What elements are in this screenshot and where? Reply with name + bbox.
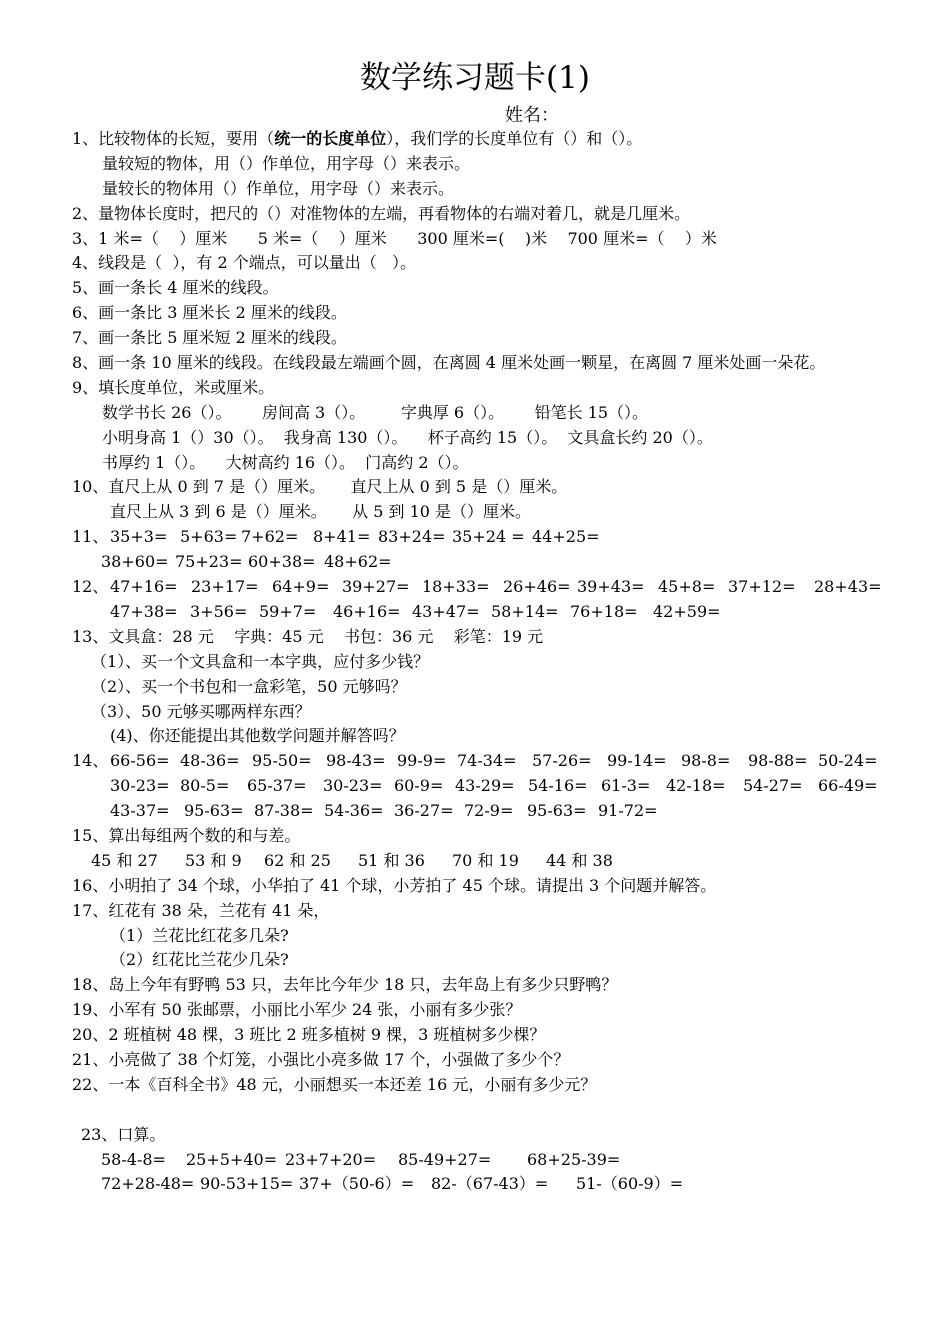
q9-line-2: 小明身高 1（）30（）。 我身高 130（）。 杯子高约 15（）。 文具盒长约 20（）。 bbox=[102, 427, 713, 447]
question-17: 17、红花有 38 朵，兰花有 41 朵， bbox=[72, 900, 330, 920]
number-pair: 45 和 27 bbox=[91, 850, 158, 870]
expression: 35+24 = bbox=[452, 527, 525, 547]
q1-post: ），我们学的长度单位有（）和（）。 bbox=[386, 129, 643, 148]
expression: 95-50= bbox=[252, 751, 312, 771]
name-label: 姓名： bbox=[505, 105, 559, 126]
expression: 48+62= bbox=[324, 552, 392, 572]
question-11 bbox=[72, 525, 892, 550]
expression: 43+47= bbox=[412, 601, 480, 621]
q13-sub-4: (4)、你还能提出其他数学问题并解答吗？ bbox=[110, 726, 405, 746]
expression: 45+8= bbox=[658, 577, 716, 597]
expression: 68+25-39= bbox=[527, 1149, 621, 1169]
question-13: 13、文具盒：28 元 字典：45 元 书包：36 元 彩笔：19 元 bbox=[72, 626, 544, 646]
q14-row-3 bbox=[72, 799, 892, 824]
expression: 50-24= bbox=[818, 751, 878, 771]
question-21: 21、小亮做了 38 个灯笼，小强比小亮多做 17 个，小强做了多少个？ bbox=[72, 1049, 570, 1069]
expression: 30-23= bbox=[110, 776, 170, 796]
question-20: 20、2 班植树 48 棵，3 班比 2 班多植树 9 棵，3 班植树多少棵？ bbox=[72, 1025, 546, 1045]
number-pair: 51 和 36 bbox=[358, 850, 425, 870]
expression: 43-37= bbox=[110, 801, 170, 821]
expression: 51-（60-9）= bbox=[576, 1174, 684, 1194]
expression: 8+41= bbox=[313, 527, 371, 547]
expression: 48-36= bbox=[180, 751, 240, 771]
expression: 37+（50-6）= bbox=[299, 1174, 415, 1194]
q13-sub-1: （1）、买一个文具盒和一本字典，应付多少钱？ bbox=[91, 651, 430, 671]
expression: 61-3= bbox=[601, 776, 651, 796]
expression: 98-43= bbox=[326, 751, 386, 771]
expression: 42-18= bbox=[666, 776, 726, 796]
expression: 35+3= bbox=[110, 527, 168, 547]
question-22: 22、一本《百科全书》48 元，小丽想买一本还差 16 元，小丽有多少元？ bbox=[72, 1074, 597, 1094]
q12-row-2 bbox=[72, 600, 892, 625]
expression: 54-16= bbox=[528, 776, 588, 796]
expression: 65-37= bbox=[247, 776, 307, 796]
question-4: 4、线段是（ ），有 2 个端点，可以量出（ ）。 bbox=[72, 253, 416, 273]
expression: 36-27= bbox=[394, 801, 454, 821]
expression: 23+17= bbox=[191, 577, 259, 597]
expression: 5+63= bbox=[180, 527, 238, 547]
expression: 60-9= bbox=[394, 776, 444, 796]
q1-line-2: 量较短的物体，用（）作单位，用字母（）来表示。 bbox=[102, 153, 471, 173]
expression: 28+43= bbox=[814, 577, 882, 597]
question-2: 2、量物体长度时，把尺的（）对准物体的左端，再看物体的右端对着几，就是几厘米。 bbox=[72, 203, 691, 223]
q10-line-2: 直尺上从 3 到 6 是（）厘米。 从 5 到 10 是（）厘米。 bbox=[110, 502, 532, 522]
expression: 59+7= bbox=[259, 601, 317, 621]
expression: 39+27= bbox=[342, 577, 410, 597]
expression: 72+28-48= bbox=[101, 1174, 195, 1194]
q9-line-3: 书厚约 1（）。 大树高约 16（）。 门高约 2（）。 bbox=[102, 452, 469, 472]
expression: 18+33= bbox=[422, 577, 490, 597]
expression: 25+5+40= bbox=[186, 1149, 278, 1169]
expression: 46+16= bbox=[333, 601, 401, 621]
expression: 39+43= bbox=[577, 577, 645, 597]
expression: 30-23= bbox=[323, 776, 383, 796]
expression: 42+59= bbox=[653, 601, 721, 621]
q23-row-1 bbox=[72, 1148, 892, 1173]
blank-spacer bbox=[72, 1098, 892, 1123]
expression: 82-（67-43）= bbox=[431, 1174, 549, 1194]
expression: 72-9= bbox=[464, 801, 514, 821]
question-15: 15、算出每组两个数的和与差。 bbox=[72, 825, 301, 845]
q1-line-3: 量较长的物体用（）作单位，用字母（）来表示。 bbox=[102, 178, 455, 198]
expression: 37+12= bbox=[728, 577, 796, 597]
q1-pre: 1、比较物体的长短，要用（ bbox=[72, 129, 275, 148]
expression: 75+23= bbox=[175, 552, 243, 572]
expression: 60+38= bbox=[248, 552, 316, 572]
question-9: 9、填长度单位，米或厘米。 bbox=[72, 377, 275, 397]
question-7: 7、画一条比 5 厘米短 2 厘米的线段。 bbox=[72, 328, 347, 348]
q11-number: 11、 bbox=[72, 527, 109, 547]
question-19: 19、小军有 50 张邮票，小丽比小军少 24 张，小丽有多少张？ bbox=[72, 1000, 522, 1020]
expression: 26+46= bbox=[503, 577, 571, 597]
q17-sub-2: （2）红花比兰花少几朵? bbox=[110, 950, 289, 970]
expression: 54-36= bbox=[324, 801, 384, 821]
expression: 38+60= bbox=[101, 552, 169, 572]
page-title: 数学练习题卡(1) bbox=[360, 60, 590, 96]
expression: 47+38= bbox=[110, 601, 178, 621]
question-16: 16、小明拍了 34 个球，小华拍了 41 个球，小芳拍了 45 个球。请提出 3 个问题并解答。 bbox=[72, 875, 717, 895]
expression: 91-72= bbox=[598, 801, 658, 821]
q1-bold-phrase: 统一的长度单位 bbox=[274, 129, 387, 148]
expression: 7+62= bbox=[241, 527, 299, 547]
question-14 bbox=[72, 749, 892, 774]
expression: 66-49= bbox=[818, 776, 878, 796]
expression: 64+9= bbox=[272, 577, 330, 597]
number-pair: 53 和 9 bbox=[185, 850, 242, 870]
q11-row-2 bbox=[72, 550, 892, 575]
expression: 43-29= bbox=[455, 776, 515, 796]
q12-number: 12、 bbox=[72, 577, 109, 597]
q9-line-1: 数学书长 26（）。 房间高 3（）。 字典厚 6（）。 铅笔长 15（）。 bbox=[102, 402, 649, 422]
expression: 47+16= bbox=[110, 577, 178, 597]
q14-number: 14、 bbox=[72, 751, 109, 771]
question-10: 10、直尺上从 0 到 7 是（）厘米。 直尺上从 0 到 5 是（）厘米。 bbox=[72, 477, 568, 497]
q23-row-2 bbox=[72, 1172, 892, 1197]
question-12 bbox=[72, 575, 892, 600]
q13-sub-3: （3）、50 元够买哪两样东西？ bbox=[91, 701, 311, 721]
expression: 95-63= bbox=[184, 801, 244, 821]
number-pair: 70 和 19 bbox=[452, 850, 519, 870]
question-23: 23、口算。 bbox=[81, 1124, 166, 1144]
expression: 54-27= bbox=[743, 776, 803, 796]
question-18: 18、岛上今年有野鸭 53 只，去年比今年少 18 只，去年岛上有多少只野鸭？ bbox=[72, 975, 618, 995]
question-list bbox=[72, 127, 892, 1197]
expression: 83+24= bbox=[378, 527, 446, 547]
question-1 bbox=[72, 127, 892, 152]
expression: 90-53+15= bbox=[200, 1174, 294, 1194]
expression: 74-34= bbox=[457, 751, 517, 771]
number-pair: 44 和 38 bbox=[546, 850, 613, 870]
expression: 58+14= bbox=[491, 601, 559, 621]
question-3: 3、1 米=（ ）厘米 5 米=（ ）厘米 300 厘米=( )米 700 厘米=（ ）米 bbox=[72, 228, 717, 248]
expression: 98-88= bbox=[748, 751, 808, 771]
q17-sub-1: （1）兰花比红花多几朵? bbox=[110, 925, 289, 945]
q13-sub-2: （2）、买一个书包和一盒彩笔，50 元够吗？ bbox=[91, 676, 407, 696]
expression: 99-14= bbox=[607, 751, 667, 771]
expression: 3+56= bbox=[190, 601, 248, 621]
expression: 85-49+27= bbox=[398, 1149, 492, 1169]
expression: 76+18= bbox=[570, 601, 638, 621]
expression: 99-9= bbox=[397, 751, 447, 771]
expression: 87-38= bbox=[254, 801, 314, 821]
expression: 80-5= bbox=[180, 776, 230, 796]
expression: 58-4-8= bbox=[101, 1149, 166, 1169]
expression: 66-56= bbox=[110, 751, 170, 771]
expression: 23+7+20= bbox=[285, 1149, 377, 1169]
expression: 44+25= bbox=[532, 527, 600, 547]
expression: 95-63= bbox=[527, 801, 587, 821]
q15-pairs bbox=[72, 849, 892, 874]
question-5: 5、画一条长 4 厘米的线段。 bbox=[72, 278, 279, 298]
q14-row-2 bbox=[72, 774, 892, 799]
expression: 57-26= bbox=[532, 751, 592, 771]
question-8: 8、画一条 10 厘米的线段。在线段最左端画个圆，在离圆 4 厘米处画一颗星，在离圆 7 厘米处画一朵花。 bbox=[72, 353, 826, 373]
question-6: 6、画一条比 3 厘米长 2 厘米的线段。 bbox=[72, 303, 347, 323]
number-pair: 62 和 25 bbox=[264, 850, 331, 870]
expression: 98-8= bbox=[681, 751, 731, 771]
